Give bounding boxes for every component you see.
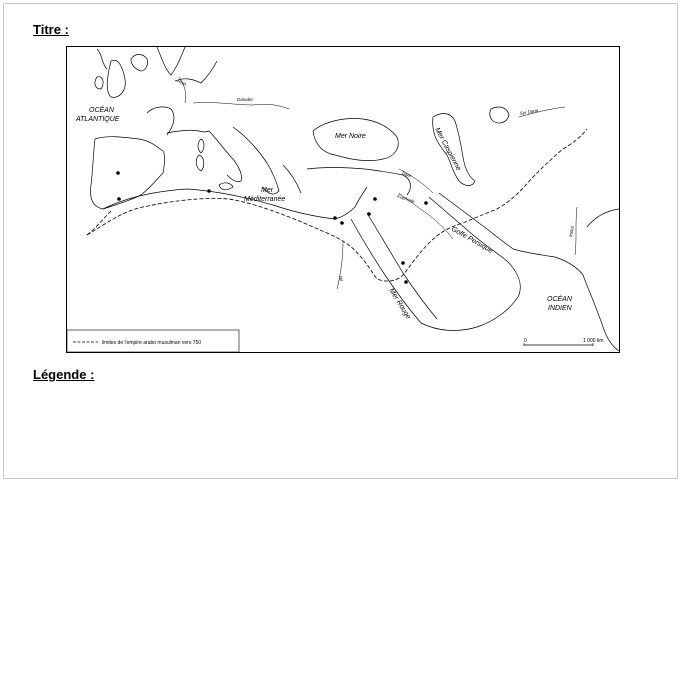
sea-mer-rouge: Mer Rouge — [387, 287, 412, 321]
city-dot — [424, 201, 428, 205]
title-heading: Titre : — [33, 22, 69, 37]
city-dot — [207, 189, 211, 193]
ocean-atlantic-line1: OCÉAN — [89, 107, 114, 114]
city-dot — [367, 212, 371, 216]
river-danube: Danube — [237, 97, 253, 102]
legend-heading: Légende : — [33, 367, 95, 382]
sea-golfe-persique: Golfe Persique — [450, 225, 494, 255]
map-frame — [66, 46, 620, 353]
map-legend-box — [67, 330, 239, 352]
river-syr-daria: Syr Daria — [519, 107, 539, 116]
map-svg — [67, 47, 619, 352]
sea-mer-caspienne: Mer Caspienne — [433, 126, 462, 172]
legend-entry-empire-limits: limites de l'empire arabo musulman vers 750 — [102, 340, 202, 346]
river-euphrate: Euphrate — [396, 193, 416, 205]
rivers — [176, 77, 577, 289]
coastlines — [91, 47, 620, 351]
city-dot — [373, 197, 377, 201]
sea-mediterranee-line2: Méditerranée — [244, 196, 286, 203]
city-dot — [117, 197, 121, 201]
ocean-atlantic-line2: ATLANTIQUE — [76, 116, 120, 123]
city-dot — [333, 216, 337, 220]
empire-limit-west — [87, 211, 111, 235]
sea-mediterranee-line1: Mer — [261, 187, 274, 194]
scale-start: 0 — [524, 338, 527, 344]
river-nil: Nil — [338, 275, 344, 282]
city-dot — [404, 280, 408, 284]
scale-bar — [524, 338, 604, 346]
ocean-indian-line2: INDIEN — [548, 305, 572, 312]
ocean-indian-line1: OCÉAN — [547, 296, 572, 303]
river-tigre: Tigre — [400, 170, 412, 179]
scale-end: 1 000 km — [583, 338, 604, 344]
empire-limit-line — [87, 126, 587, 281]
city-dot — [340, 221, 344, 225]
river-rhin: Rhin — [176, 78, 188, 87]
river-indus: Indus — [568, 225, 575, 238]
city-dot — [116, 171, 120, 175]
city-dot — [401, 261, 405, 265]
sea-mer-noire: Mer Noire — [335, 133, 366, 140]
